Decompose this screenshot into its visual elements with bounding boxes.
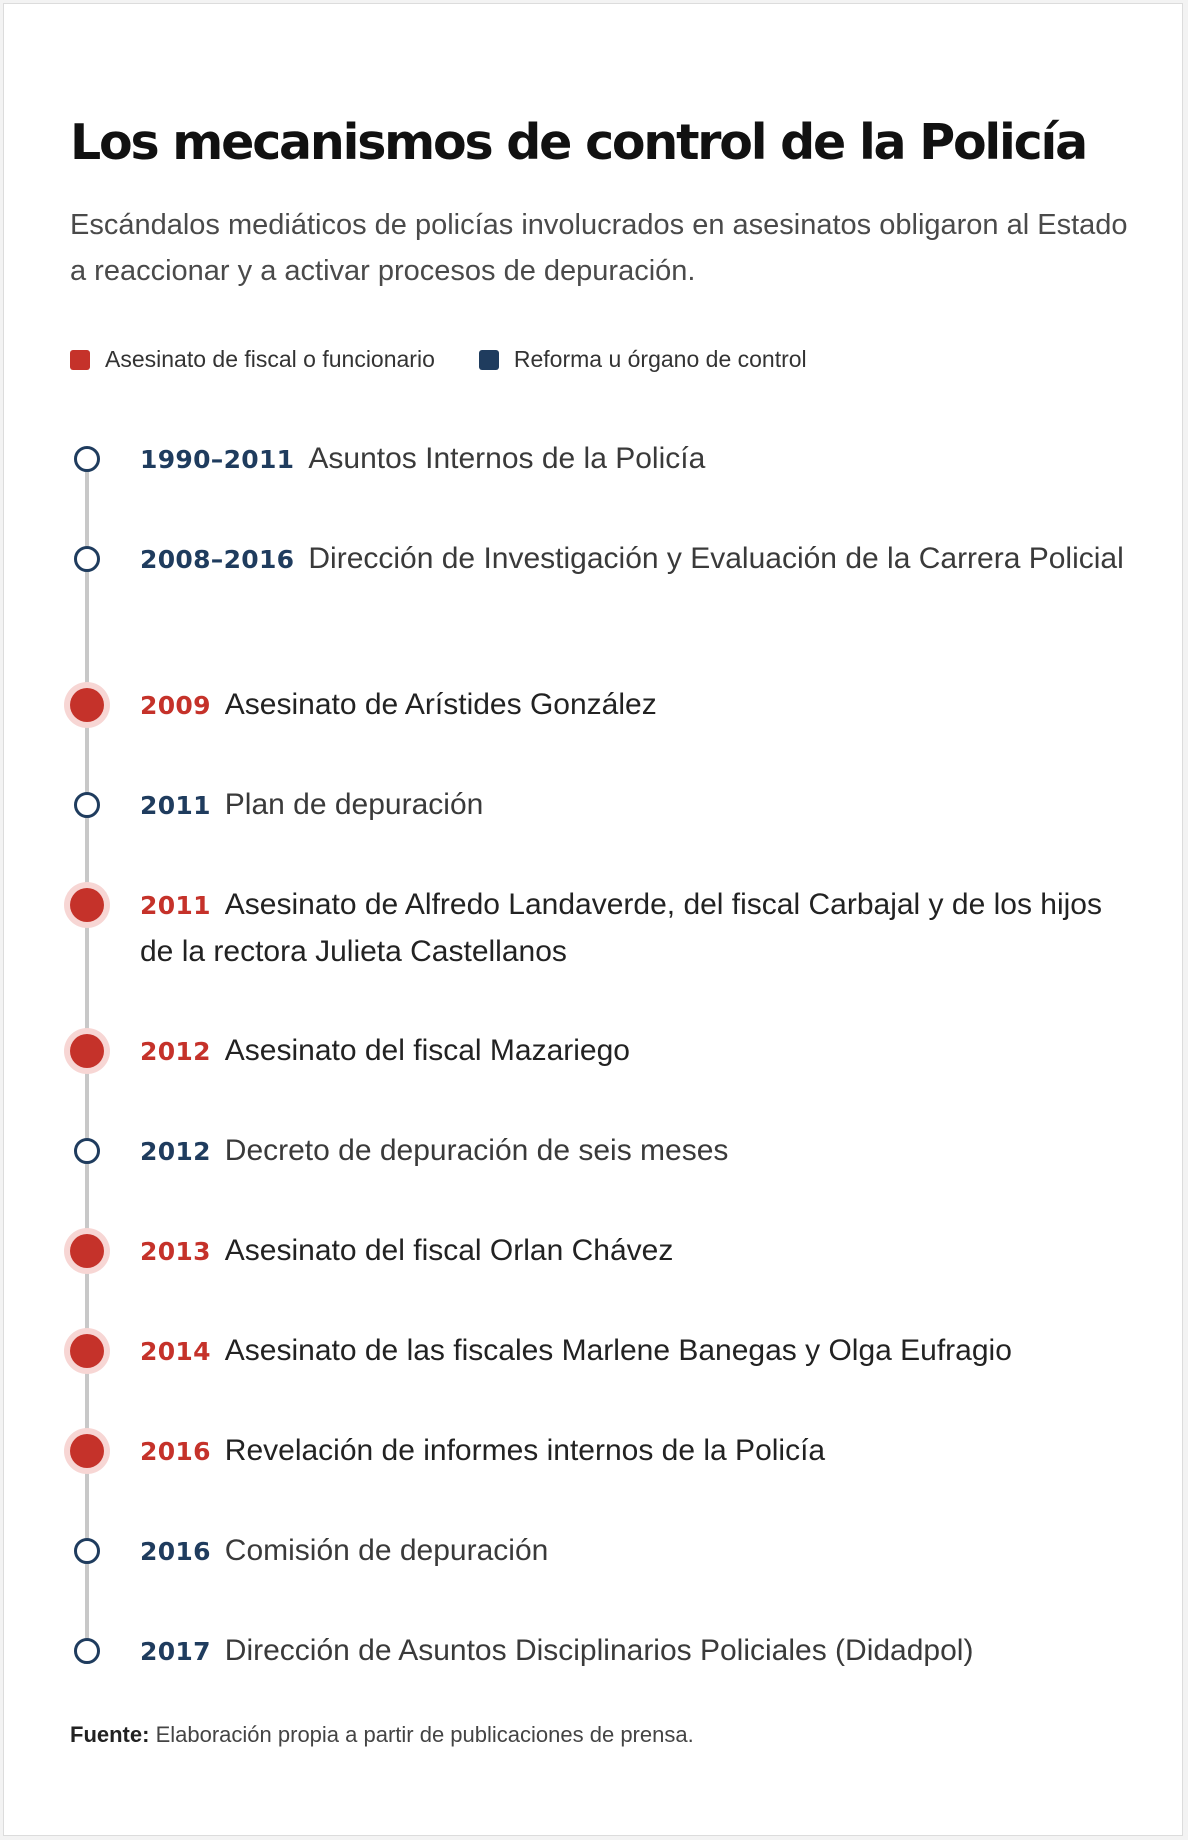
event-label: Asesinato de Arístides González bbox=[224, 688, 657, 721]
event-year: 2011 bbox=[140, 891, 211, 920]
event-year: 2012 bbox=[140, 1037, 211, 1066]
event-marker-murder bbox=[70, 688, 104, 722]
timeline-event bbox=[140, 1428, 1130, 1475]
timeline-event bbox=[140, 436, 1130, 483]
legend-item-reform bbox=[479, 346, 807, 373]
infographic-card bbox=[3, 3, 1183, 1836]
timeline-event bbox=[140, 782, 1130, 829]
event-year: 2009 bbox=[140, 691, 211, 720]
event-label: Asesinato de las fiscales Marlene Banegas y Olga Eufragio bbox=[224, 1334, 1012, 1367]
timeline-event bbox=[140, 1528, 1130, 1575]
event-marker-murder bbox=[70, 1334, 104, 1368]
event-year: 2013 bbox=[140, 1237, 211, 1266]
event-year: 2014 bbox=[140, 1337, 211, 1366]
legend bbox=[70, 346, 851, 373]
legend-label-reform: Reforma u órgano de control bbox=[513, 346, 807, 372]
event-marker-reform bbox=[74, 446, 100, 472]
event-marker-murder bbox=[70, 1434, 104, 1468]
event-marker-reform bbox=[74, 546, 100, 572]
subtitle: Escándalos mediáticos de policías involucrados en asesinatos obligaron al Estado a reaccionar y a activar procesos de depuración. bbox=[70, 209, 1128, 287]
timeline-event bbox=[140, 1628, 1130, 1675]
legend-label-murder: Asesinato de fiscal o funcionario bbox=[105, 346, 435, 372]
event-label: Decreto de depuración de seis meses bbox=[224, 1134, 729, 1167]
event-label: Revelación de informes internos de la Policía bbox=[224, 1434, 826, 1467]
event-label: Asesinato de Alfredo Landaverde, del fiscal Carbajal y de los hijos de la rectora Julieta Castellanos bbox=[140, 888, 1102, 968]
legend-item-murder bbox=[70, 346, 435, 373]
timeline-event bbox=[140, 682, 1130, 729]
event-marker-murder bbox=[70, 1034, 104, 1068]
timeline-event bbox=[140, 1028, 1130, 1075]
timeline-event bbox=[140, 1328, 1130, 1375]
event-label: Asesinato del fiscal Mazariego bbox=[224, 1034, 630, 1067]
event-year: 2016 bbox=[140, 1437, 211, 1466]
event-year: 2016 bbox=[140, 1537, 211, 1566]
event-marker-reform bbox=[74, 1538, 100, 1564]
source-text: Elaboración propia a partir de publicaciones de prensa. bbox=[155, 1722, 694, 1747]
event-year: 2008–2016 bbox=[140, 545, 295, 574]
timeline-event bbox=[140, 1128, 1130, 1175]
page-title: Los mecanismos de control de la Policía bbox=[70, 114, 1086, 171]
event-marker-reform bbox=[74, 792, 100, 818]
event-marker-murder bbox=[70, 1234, 104, 1268]
timeline-event bbox=[140, 1228, 1130, 1275]
event-label: Dirección de Investigación y Evaluación de la Carrera Policial bbox=[308, 542, 1124, 575]
event-label: Comisión de depuración bbox=[224, 1534, 549, 1567]
event-year: 1990–2011 bbox=[140, 445, 295, 474]
event-label: Plan de depuración bbox=[224, 788, 484, 821]
legend-swatch-red bbox=[70, 350, 90, 370]
event-marker-murder bbox=[70, 888, 104, 922]
event-marker-reform bbox=[74, 1638, 100, 1664]
event-year: 2011 bbox=[140, 791, 211, 820]
event-marker-reform bbox=[74, 1138, 100, 1164]
event-year: 2017 bbox=[140, 1637, 211, 1666]
event-label: Dirección de Asuntos Disciplinarios Policiales (Didadpol) bbox=[224, 1634, 974, 1667]
event-label: Asuntos Internos de la Policía bbox=[308, 442, 706, 475]
source-label: Fuente: bbox=[70, 1722, 150, 1747]
event-year: 2012 bbox=[140, 1137, 211, 1166]
source-note bbox=[70, 1722, 694, 1748]
event-label: Asesinato del fiscal Orlan Chávez bbox=[224, 1234, 674, 1267]
legend-swatch-blue bbox=[479, 350, 499, 370]
timeline-event bbox=[140, 882, 1130, 975]
timeline-event bbox=[140, 536, 1130, 583]
